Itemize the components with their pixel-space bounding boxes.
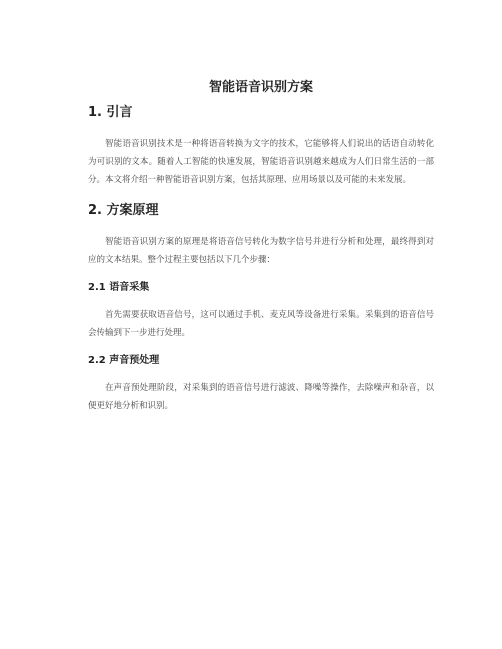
section-paragraph-principle: 智能语音识别方案的原理是将语音信号转化为数字信号并进行分析和处理，最终得到对应的文本结果。整个过程主要包括以下几个步骤：: [88, 237, 434, 265]
subsection-heading-voice-capture: 2.1 语音采集: [88, 282, 150, 293]
subsection-paragraph-sound-preprocessing: 在声音预处理阶段，对采集到的语音信号进行滤波、降噪等操作，去除噪声和杂音，以便更好地分析和识别。: [88, 383, 434, 411]
document-body: [88, 80, 434, 415]
section-heading-principle: 2. 方案原理: [88, 203, 159, 218]
subsection-heading-sound-preprocessing: 2.2 声音预处理: [88, 355, 160, 366]
section-paragraph-introduction: 智能语音识别技术是一种将语音转换为文字的技术，它能够将人们说出的话语自动转化为可识别的文本。随着人工智能的快速发展，智能语音识别越来越成为人们日常生活的一部分。本文将介绍一种智能语音识别方案，包括其原理、应用场景以及可能的未来发展。: [88, 139, 434, 185]
section-heading-introduction: 1. 引言: [88, 105, 133, 120]
subsection-paragraph-voice-capture: 首先需要获取语音信号，这可以通过手机、麦克风等设备进行采集。采集到的语音信号会传输到下一步进行处理。: [88, 310, 434, 338]
document-title: 智能语音识别方案: [208, 80, 313, 95]
